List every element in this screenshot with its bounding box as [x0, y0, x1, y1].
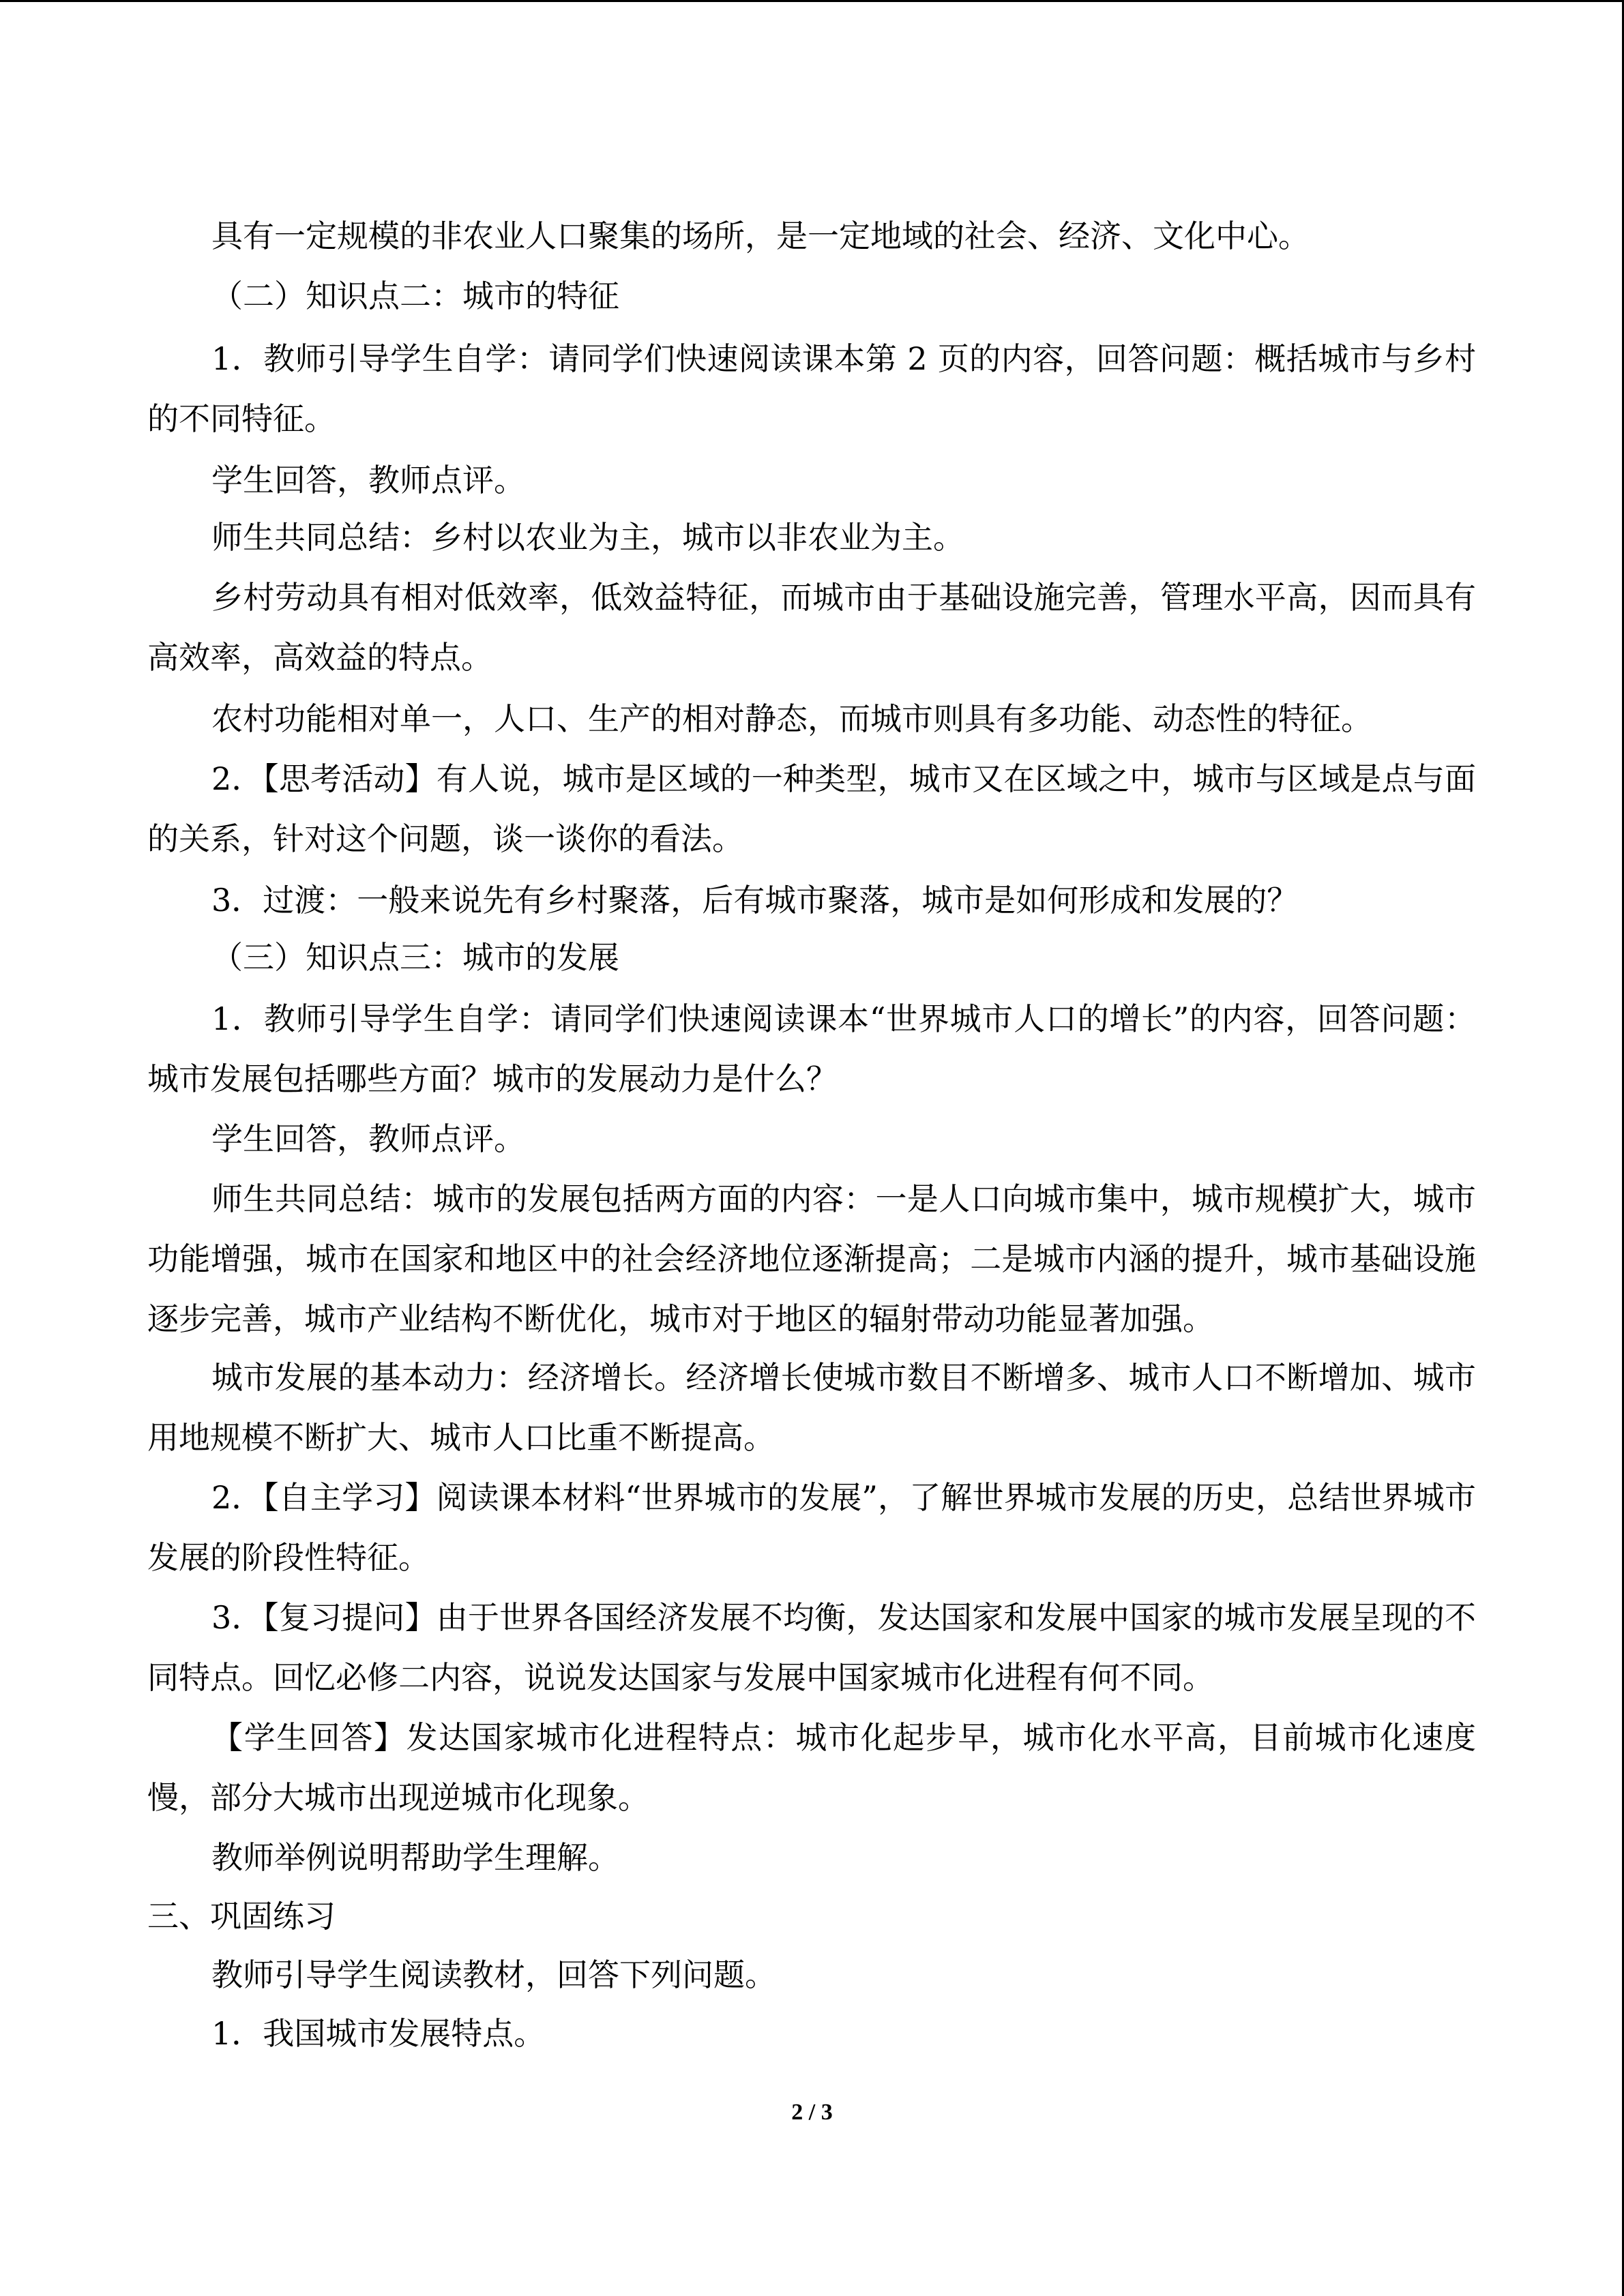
paragraph: 3．过渡：一般来说先有乡村聚落，后有城市聚落，城市是如何形成和发展的？: [211, 882, 1299, 919]
page-border-top: [0, 0, 1624, 2]
paragraph: 3．【复习提问】由于世界各国经济发展不均衡，发达国家和发展中国家的城市发展呈现的不同特点。回忆必修二内容，说说发达国家与发展中国家城市化进程有何不同。: [147, 1599, 1476, 1696]
paragraph: 师生共同总结：乡村以农业为主，城市以非农业为主。: [211, 519, 964, 556]
paragraph: 学生回答，教师点评。: [211, 1120, 525, 1157]
section-heading: （三）知识点三：城市的发展: [211, 939, 619, 976]
paragraph: 1．我国城市发展特点。: [211, 2015, 546, 2052]
section-heading: （二）知识点二：城市的特征: [211, 278, 619, 314]
paragraph: 教师举例说明帮助学生理解。: [211, 1839, 619, 1876]
paragraph: 1．教师引导学生自学：请同学们快速阅读课本第 2 页的内容，回答问题：概括城市与乡村的不同特征。: [147, 340, 1476, 437]
paragraph: 1．教师引导学生自学：请同学们快速阅读课本“世界城市人口的增长”的内容，回答问题：城市发展包括哪些方面？城市的发展动力是什么？: [147, 1000, 1476, 1097]
paragraph: 农村功能相对单一，人口、生产的相对静态，而城市则具有多功能、动态性的特征。: [211, 700, 1372, 737]
paragraph: 2．【自主学习】阅读课本材料“世界城市的发展”，了解世界城市发展的历史，总结世界城市发展的阶段性特征。: [147, 1479, 1476, 1576]
page-number: 2 / 3: [791, 2100, 833, 2125]
paragraph: 学生回答，教师点评。: [211, 462, 525, 498]
paragraph: 城市发展的基本动力：经济增长。经济增长使城市数目不断增多、城市人口不断增加、城市用地规模不断扩大、城市人口比重不断提高。: [147, 1359, 1476, 1456]
paragraph: 具有一定规模的非农业人口聚集的场所，是一定地域的社会、经济、文化中心。: [211, 218, 1310, 254]
paragraph: 【学生回答】发达国家城市化进程特点：城市化起步早，城市化水平高，目前城市化速度慢，部分大城市出现逆城市化现象。: [147, 1719, 1476, 1816]
paragraph: 2．【思考活动】有人说，城市是区域的一种类型，城市又在区域之中，城市与区域是点与面的关系，针对这个问题，谈一谈你的看法。: [147, 760, 1476, 857]
paragraph: 乡村劳动具有相对低效率，低效益特征，而城市由于基础设施完善，管理水平高，因而具有高效率，高效益的特点。: [147, 579, 1476, 676]
section-heading: 三、巩固练习: [147, 1898, 336, 1935]
paragraph: 教师引导学生阅读教材，回答下列问题。: [211, 1956, 776, 1993]
paragraph: 师生共同总结：城市的发展包括两方面的内容：一是人口向城市集中，城市规模扩大，城市功能增强，城市在国家和地区中的社会经济地位逐渐提高；二是城市内涵的提升，城市基础设施逐步完善，城市产业结构不断优化，城市对于地区的辐射带动功能显著加强。: [147, 1180, 1476, 1337]
